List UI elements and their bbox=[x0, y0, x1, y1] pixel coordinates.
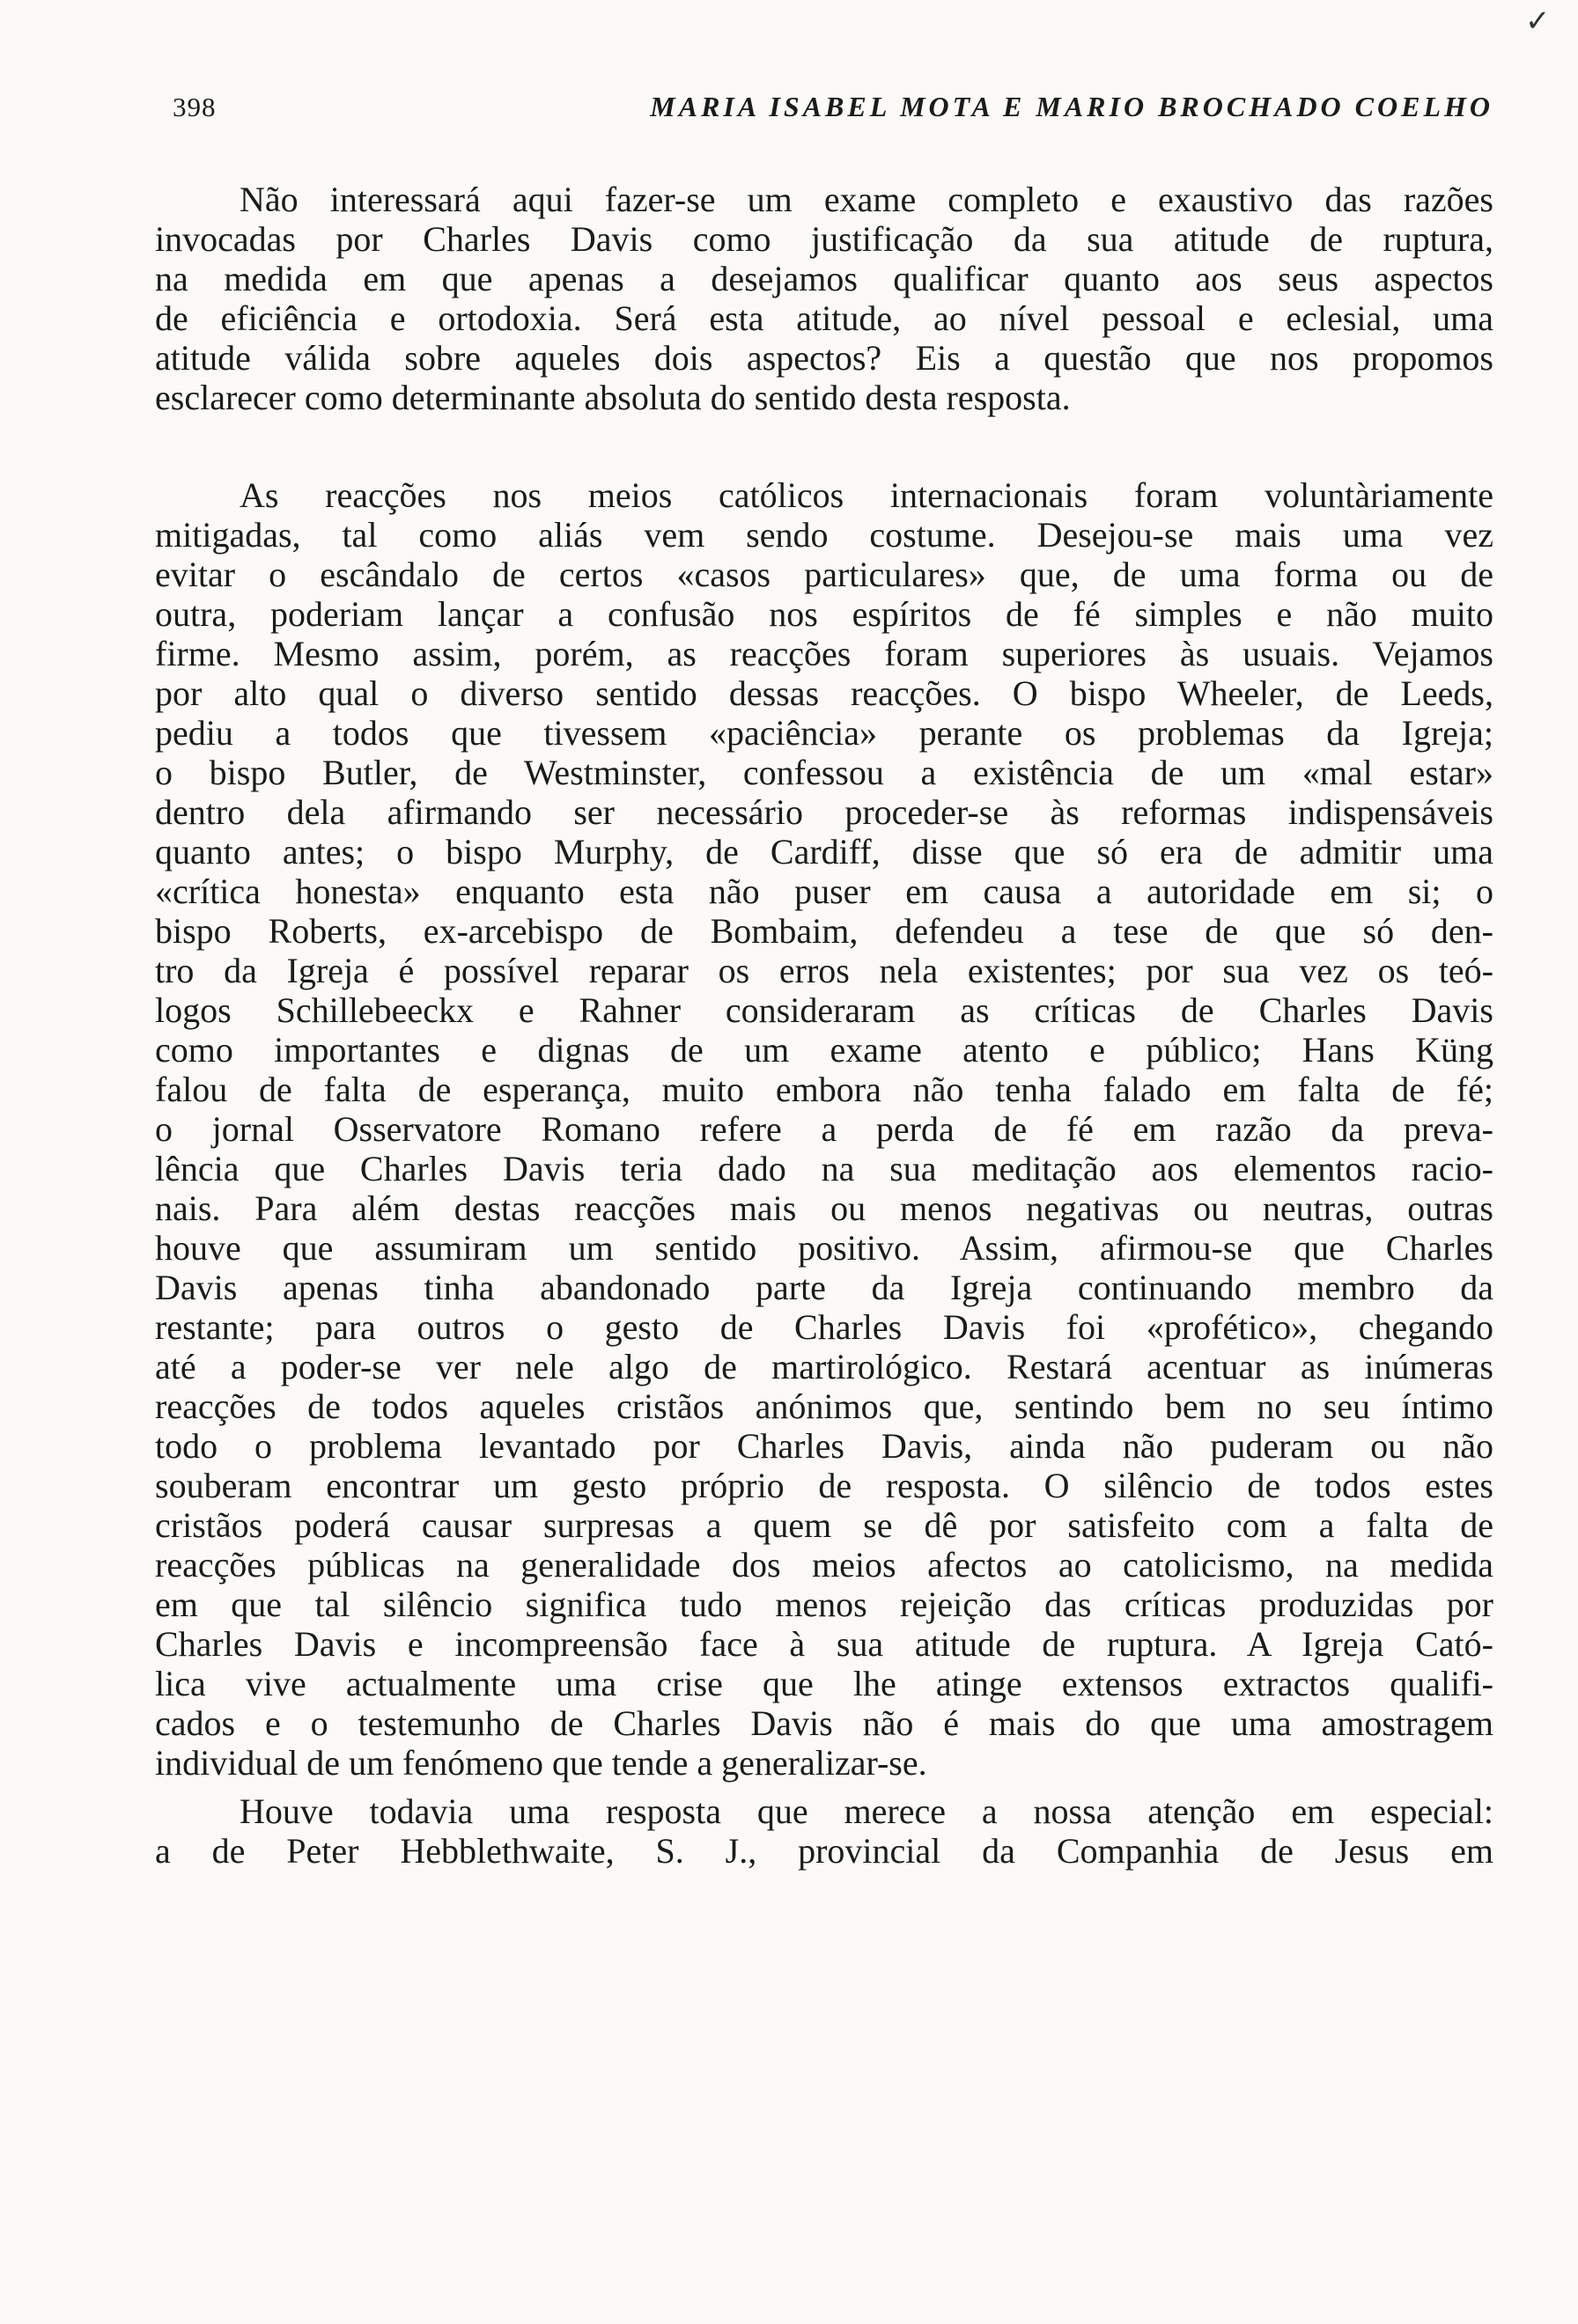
text-line: reacções de todos aqueles cristãos anónimos que, sentindo bem no seu íntimo bbox=[155, 1386, 1493, 1426]
text-line: até a poder-se ver nele algo de martirológico. Restará acentuar as inúmeras bbox=[155, 1347, 1493, 1386]
paragraph-gap bbox=[155, 417, 1493, 475]
text-line: souberam encontrar um gesto próprio de resposta. O silêncio de todos estes bbox=[155, 1466, 1493, 1505]
paragraph-gap bbox=[155, 1783, 1493, 1791]
text-line: por alto qual o diverso sentido dessas reacções. O bispo Wheeler, de Leeds, bbox=[155, 673, 1493, 713]
text-line: individual de um fenómeno que tende a generalizar-se. bbox=[155, 1743, 927, 1783]
text-line: falou de falta de esperança, muito embora não tenha falado em falta de fé; bbox=[155, 1070, 1493, 1109]
text-line: lica vive actualmente uma crise que lhe atinge extensos extractos qualifi- bbox=[155, 1664, 1493, 1703]
text-line: Davis apenas tinha abandonado parte da Igreja continuando membro da bbox=[155, 1268, 1493, 1307]
handwritten-check-mark: ✓ bbox=[1525, 5, 1551, 38]
body-text bbox=[155, 180, 1493, 1871]
text-line: esclarecer como determinante absoluta do sentido desta resposta. bbox=[155, 378, 1071, 417]
text-line: reacções públicas na generalidade dos meios afectos ao catolicismo, na medida bbox=[155, 1545, 1493, 1585]
text-line: pediu a todos que tivessem «paciência» perante os problemas da Igreja; bbox=[155, 713, 1493, 753]
text-line: logos Schillebeeckx e Rahner consideraram as críticas de Charles Davis bbox=[155, 990, 1493, 1030]
text-line: lência que Charles Davis teria dado na sua meditação aos elementos racio- bbox=[155, 1149, 1493, 1188]
text-line: todo o problema levantado por Charles Davis, ainda não puderam ou não bbox=[155, 1426, 1493, 1466]
text-line: bispo Roberts, ex-arcebispo de Bombaim, defendeu a tese de que só den- bbox=[155, 911, 1493, 951]
text-line: de eficiência e ortodoxia. Será esta atitude, ao nível pessoal e eclesial, uma bbox=[155, 298, 1493, 338]
text-line: mitigadas, tal como aliás vem sendo costume. Desejou-se mais uma vez bbox=[155, 515, 1493, 555]
text-line: na medida em que apenas a desejamos qualificar quanto aos seus aspectos bbox=[155, 259, 1493, 298]
text-line: o bispo Butler, de Westminster, confessou a existência de um «mal estar» bbox=[155, 753, 1493, 792]
text-line: em que tal silêncio significa tudo menos rejeição das críticas produzidas por bbox=[155, 1585, 1493, 1624]
text-line: invocadas por Charles Davis como justificação da sua atitude de ruptura, bbox=[155, 219, 1493, 259]
text-line: «crítica honesta» enquanto esta não puser em causa a autoridade em si; o bbox=[155, 872, 1493, 911]
running-head: MARIA ISABEL MOTA E MARIO BROCHADO COELHO bbox=[650, 91, 1493, 122]
text-line: firme. Mesmo assim, porém, as reacções foram superiores às usuais. Vejamos bbox=[155, 634, 1493, 673]
text-line: Charles Davis e incompreensão face à sua atitude de ruptura. A Igreja Cató- bbox=[155, 1624, 1493, 1664]
page-number: 398 bbox=[173, 92, 217, 122]
text-line: tro da Igreja é possível reparar os erros nela existentes; por sua vez os teó- bbox=[155, 951, 1493, 990]
text-line: quanto antes; o bispo Murphy, de Cardiff, disse que só era de admitir uma bbox=[155, 832, 1493, 872]
text-line: a de Peter Hebblethwaite, S. J., provincial da Companhia de Jesus em bbox=[155, 1831, 1493, 1871]
text-line: como importantes e dignas de um exame atento e público; Hans Küng bbox=[155, 1030, 1493, 1070]
text-line: Houve todavia uma resposta que merece a nossa atenção em especial: bbox=[240, 1791, 1493, 1831]
text-line: outra, poderiam lançar a confusão nos espíritos de fé simples e não muito bbox=[155, 594, 1493, 634]
text-line: atitude válida sobre aqueles dois aspectos? Eis a questão que nos propomos bbox=[155, 338, 1493, 378]
text-line: dentro dela afirmando ser necessário proceder-se às reformas indispensáveis bbox=[155, 792, 1493, 832]
text-line: As reacções nos meios católicos internacionais foram voluntàriamente bbox=[240, 475, 1493, 515]
text-line: nais. Para além destas reacções mais ou menos negativas ou neutras, outras bbox=[155, 1188, 1493, 1228]
text-line: cados e o testemunho de Charles Davis não é mais do que uma amostragem bbox=[155, 1703, 1493, 1743]
paragraph-2 bbox=[155, 475, 1493, 1783]
paragraph-3 bbox=[155, 1791, 1493, 1871]
paragraph-1 bbox=[155, 180, 1493, 417]
text-line: o jornal Osservatore Romano refere a perda de fé em razão da preva- bbox=[155, 1109, 1493, 1149]
text-line: Não interessará aqui fazer-se um exame completo e exaustivo das razões bbox=[240, 180, 1493, 219]
page-header bbox=[173, 91, 1493, 133]
text-line: evitar o escândalo de certos «casos particulares» que, de uma forma ou de bbox=[155, 555, 1493, 594]
text-line: restante; para outros o gesto de Charles Davis foi «profético», chegando bbox=[155, 1307, 1493, 1347]
text-line: houve que assumiram um sentido positivo. Assim, afirmou-se que Charles bbox=[155, 1228, 1493, 1268]
text-line: cristãos poderá causar surpresas a quem se dê por satisfeito com a falta de bbox=[155, 1505, 1493, 1545]
